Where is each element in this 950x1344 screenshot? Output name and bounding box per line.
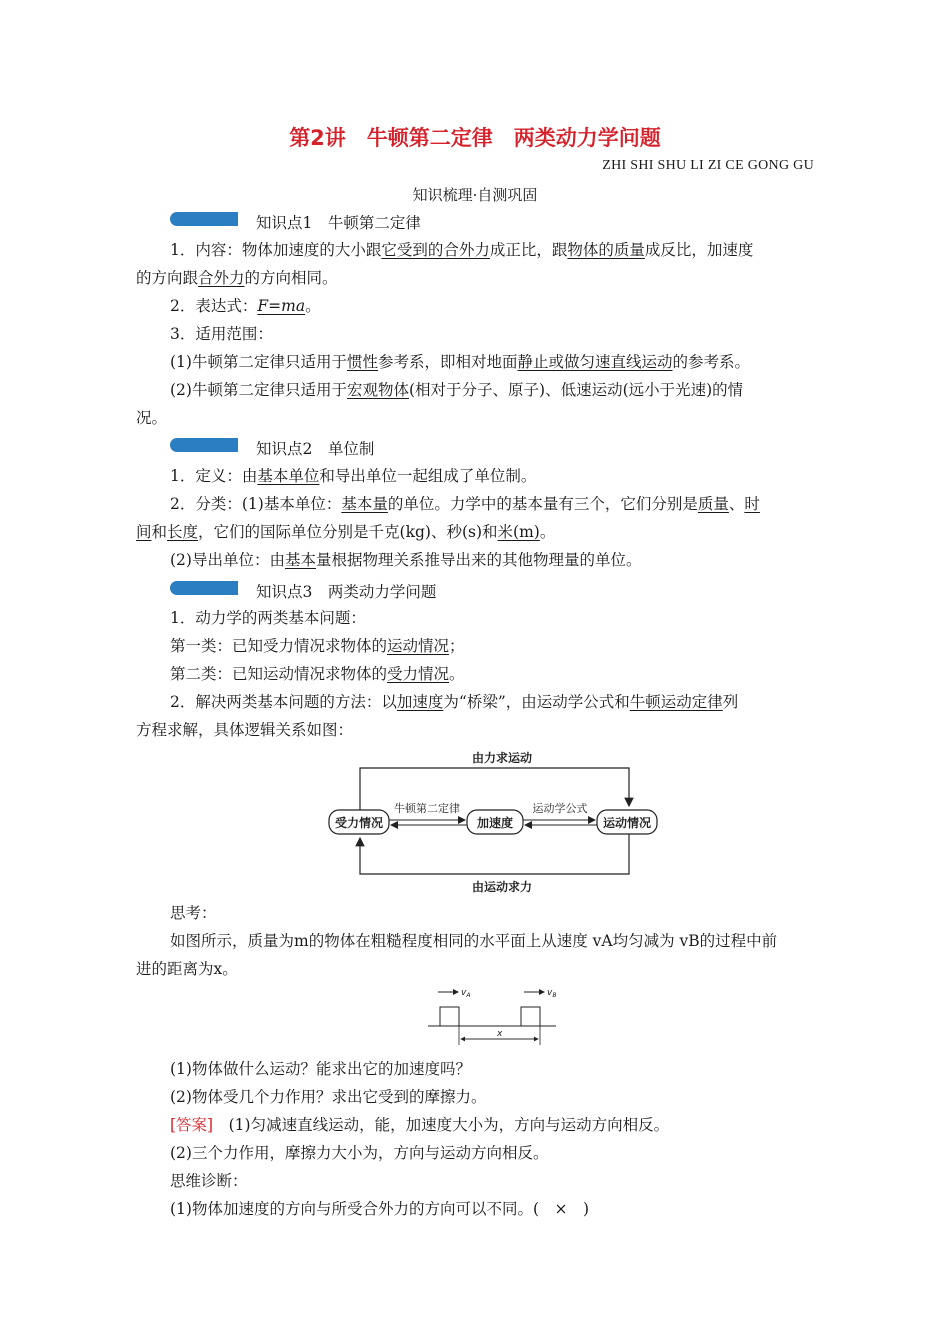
velocity-a-label: $v_A$ bbox=[461, 988, 471, 999]
top-label: 由力求运动 bbox=[471, 751, 533, 765]
think-label: 思考： bbox=[170, 904, 217, 922]
kp3-line-4: 2．解决两类基本问题的方法：以加速度为“桥梁”，由运动学公式和牛顿运动定律列 bbox=[170, 693, 739, 711]
velocity-b-label: $v_B$ bbox=[547, 988, 557, 999]
kp2-derived-line: (2)导出单位：由基本量根据物理关系推导出来的其他物理量的单位。 bbox=[170, 551, 642, 569]
kp1-scope-item-2-cont: 况。 bbox=[136, 409, 168, 427]
kinematics-label: 运动学公式 bbox=[532, 802, 588, 815]
kp2-class-line-2: 间和长度，它们的国际单位分别是千克(kg)、秒(s)和米(m)。 bbox=[136, 523, 556, 541]
motion-box-label: 运动情况 bbox=[602, 816, 652, 830]
kp3-heading: 知识点3 两类动力学问题 bbox=[256, 583, 437, 601]
pinyin-header: ZHI SHI SHU LI ZI CE GONG GU bbox=[602, 158, 814, 173]
kp2-class-line: 2．分类：(1)基本单位：基本量的单位。力学中的基本量有三个，它们分别是质量、时 bbox=[170, 495, 760, 513]
answer-line-1: [答案] (1)匀减速直线运动，能，加速度大小为，方向与运动方向相反。 bbox=[170, 1116, 670, 1134]
answer-tag: [答案] bbox=[170, 1116, 214, 1134]
think-paragraph-cont: 进的距离为x。 bbox=[136, 960, 238, 978]
block-motion-figure bbox=[424, 983, 564, 1049]
kp1-heading: 知识点1 牛顿第二定律 bbox=[256, 214, 421, 232]
question-1: (1)物体做什么运动？能求出它的加速度吗？ bbox=[170, 1060, 471, 1078]
force-box-label: 受力情况 bbox=[334, 816, 384, 830]
section-subtitle: 知识梳理·自测巩固 bbox=[412, 186, 538, 204]
kp1-content-line: 1．内容：物体加速度的大小跟它受到的合外力成正比，跟物体的质量成反比，加速度 bbox=[170, 241, 754, 259]
page-title: 第2讲 牛顿第二定律 两类动力学问题 bbox=[289, 126, 661, 150]
answer-line-2: (2)三个力作用，摩擦力大小为，方向与运动方向相反。 bbox=[170, 1144, 549, 1162]
block-a bbox=[440, 1007, 459, 1026]
section-tag-bar bbox=[170, 581, 238, 595]
newton-law-label: 牛顿第二定律 bbox=[394, 802, 460, 815]
kp1-content-line-2: 的方向跟合外力的方向相同。 bbox=[136, 269, 338, 287]
kp2-heading: 知识点2 单位制 bbox=[256, 440, 375, 458]
dynamics-logic-diagram bbox=[325, 748, 665, 898]
kp3-line-1: 1．动力学的两类基本问题： bbox=[170, 609, 366, 627]
kp3-line-3: 第二类：已知运动情况求物体的受力情况。 bbox=[170, 665, 465, 683]
kp3-line-2: 第一类：已知受力情况求物体的运动情况； bbox=[170, 637, 465, 655]
kp1-scope-item-2: (2)牛顿第二定律只适用于宏观物体(相对于分子、原子)、低速运动(远小于光速)的情 bbox=[170, 381, 744, 399]
kp3-line-5: 方程求解，具体逻辑关系如图： bbox=[136, 721, 354, 739]
section-tag-bar bbox=[170, 438, 238, 452]
kp2-def-line: 1．定义：由基本单位和导出单位一起组成了单位制。 bbox=[170, 467, 537, 485]
kp1-scope-item-1: (1)牛顿第二定律只适用于惯性参考系，即相对地面静止或做匀速直线运动的参考系。 bbox=[170, 353, 751, 371]
section-tag-bar bbox=[170, 212, 238, 226]
bottom-label: 由运动求力 bbox=[471, 880, 533, 894]
kp1-scope-line: 3．适用范围： bbox=[170, 325, 273, 343]
diagnosis-item-1: (1)物体加速度的方向与所受合外力的方向可以不同。( × ) bbox=[170, 1200, 590, 1218]
diagnosis-label: 思维诊断： bbox=[170, 1172, 248, 1190]
kp1-formula-line: 2．表达式：F=ma。 bbox=[170, 297, 321, 315]
think-paragraph: 如图所示，质量为m的物体在粗糙程度相同的水平面上从速度 vA均匀减为 vB的过程中前 bbox=[170, 932, 778, 950]
acceleration-box-label: 加速度 bbox=[476, 816, 514, 830]
question-2: (2)物体受几个力作用？求出它受到的摩擦力。 bbox=[170, 1088, 487, 1106]
block-b bbox=[521, 1007, 540, 1026]
distance-label: x bbox=[497, 1029, 503, 1039]
